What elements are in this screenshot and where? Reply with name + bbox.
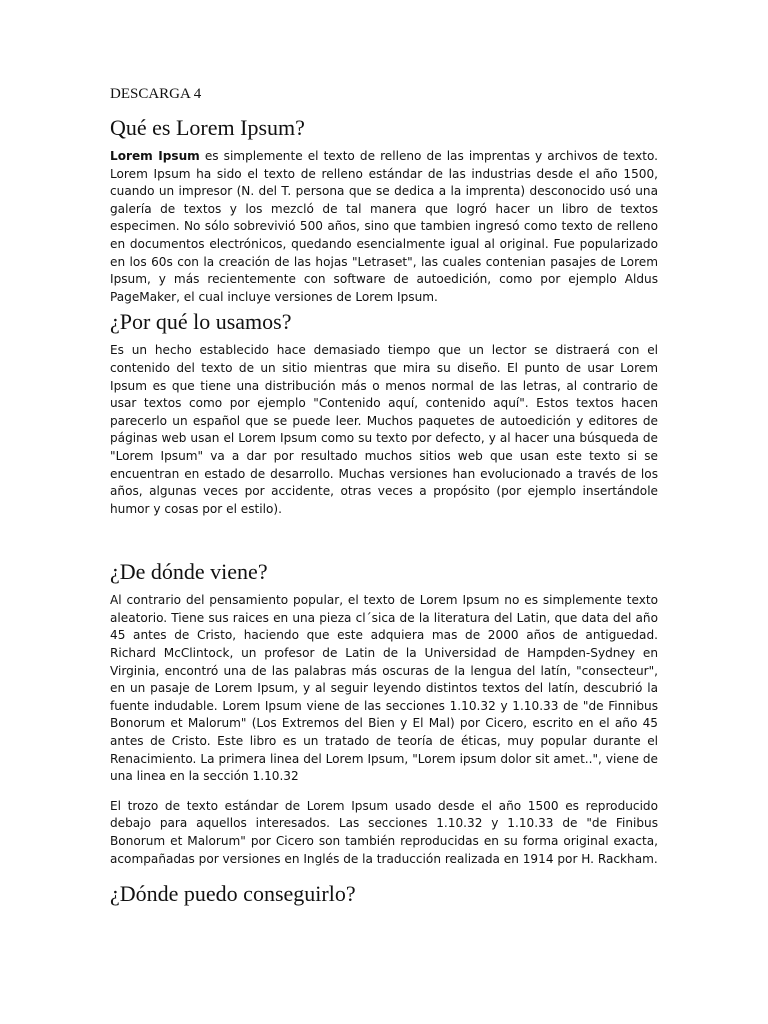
- section-paragraph: El trozo de texto estándar de Lorem Ipsum usado desde el año 1500 es reproducido debajo para aquellos interesados. Las secciones 1.10.32 y 1.10.33 de "de Finibus Bonorum et Malorum" por Cicero son también reproducidas en su forma original exacta, acompañadas por versiones en Inglés de la traducción realizada en 1914 por H. Rackham.: [110, 798, 658, 866]
- section-de-donde-viene: [110, 558, 658, 868]
- section-paragraph: [110, 148, 658, 306]
- section-heading: Qué es Lorem Ipsum?: [110, 115, 305, 140]
- document-content: [110, 84, 658, 914]
- section-paragraph: Es un hecho establecido hace demasiado tiempo que un lector se distraerá con el contenido del texto de un sitio mientras que mira su diseño. El punto de usar Lorem Ipsum es que tiene una distribución más o menos normal de las letras, al contrario de usar textos como por ejemplo "Contenido aquí, contenido aquí". Estos textos hacen parecerlo un español que se puede leer. Muchos paquetes de autoedición y editores de páginas web usan el Lorem Ipsum como su texto por defecto, y al hacer una búsqueda de "Lorem Ipsum" va a dar por resultado muchos sitios web que usan este texto si se encuentran en estado de desarrollo. Muchas versiones han evolucionado a través de los años, algunas veces por accidente, otras veces a propósito (por ejemplo insertándole humor y cosas por el estilo).: [110, 343, 658, 516]
- section-por-que-lo-usamos: [110, 308, 658, 518]
- section-paragraph: Al contrario del pensamiento popular, el texto de Lorem Ipsum no es simplemente texto aleatorio. Tiene sus raices en una pieza cl´sica de la literatura del Latin, que data del año 45 antes de Cristo, haciendo que este adquiera mas de 2000 años de antiguedad. Richard McClintock, un profesor de Latin de la Universidad de Hampden-Sydney en Virginia, encontró una de las palabras más oscuras de la lengua del latín, "consecteur", en un pasaje de Lorem Ipsum, y al seguir leyendo distintos textos del latín, descubrió la fuente indudable. Lorem Ipsum viene de las secciones 1.10.32 y 1.10.33 de "de Finnibus Bonorum et Malorum" (Los Extremos del Bien y El Mal) por Cicero, escrito en el año 45 antes de Cristo. Este libro es un tratado de teoría de éticas, muy popular durante el Renacimiento. La primera linea del Lorem Ipsum, "Lorem ipsum dolor sit amet..", viene de una linea en la sección 1.10.32: [110, 593, 658, 784]
- section-donde-puedo-conseguirlo: [110, 880, 658, 908]
- section-heading: ¿De dónde viene?: [110, 559, 268, 585]
- section-que-es-lorem-ipsum: [110, 114, 658, 306]
- bold-lead-text: Lorem Ipsum: [110, 149, 200, 163]
- paragraph-text: es simplemente el texto de relleno de las imprentas y archivos de texto. Lorem Ipsum ha sido el texto de relleno estándar de las industrias desde el año 1500, cuando un impresor (N. del T. persona que se dedica a la imprenta) desconocido usó una galería de textos y los mezcló de tal manera que logró hacer un libro de textos especimen. No sólo sobrevivió 500 años, sino que tambien ingresó como texto de relleno en documentos electrónicos, quedando esencialmente igual al original. Fue popularizado en los 60s con la creación de las hojas "Letraset", las cuales contenian pasajes de Lorem Ipsum, y más recientemente con software de autoedición, como por ejemplo Aldus PageMaker, el cual incluye versiones de Lorem Ipsum.: [110, 149, 658, 304]
- document-label: DESCARGA 4: [110, 86, 202, 102]
- section-heading: ¿Dónde puedo conseguirlo?: [110, 881, 356, 907]
- section-heading: ¿Por qué lo usamos?: [110, 309, 292, 335]
